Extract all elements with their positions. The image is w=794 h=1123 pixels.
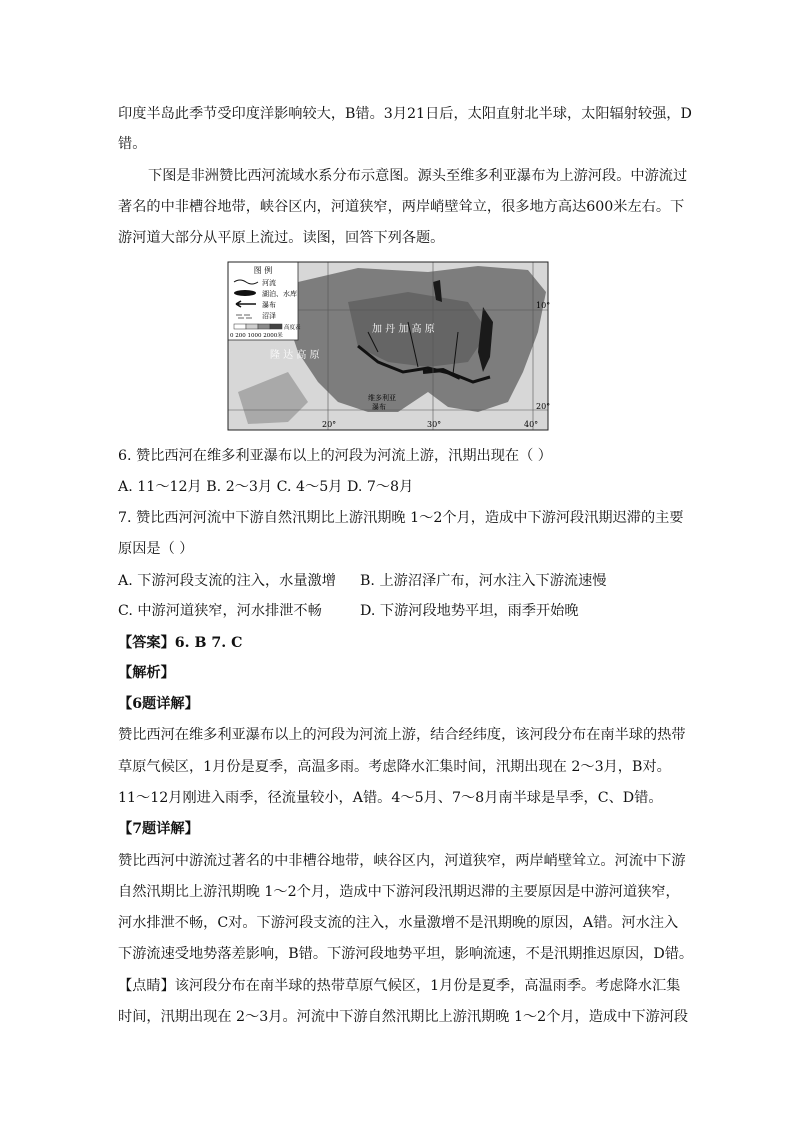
scale-swatch-2 <box>246 324 258 329</box>
note-line-1: 【点睛】该河段分布在南半球的热带草原气候区，1月份是夏季，高温雨季。考虑降水汇集 <box>118 978 681 994</box>
lat-20-label: 20° <box>536 402 551 411</box>
prev-paragraph-line-1: 印度半岛此季节受印度洋影响较大，B错。3月21日后，太阳直射北半球，太阳辐射较强，D <box>118 106 692 122</box>
legend-swamp-label: 沼泽 <box>262 312 276 320</box>
map-svg <box>228 262 551 430</box>
q7-option-a: A. 下游河段支流的注入，水量激增 <box>118 573 336 589</box>
scale-swatch-3 <box>258 324 270 329</box>
intro-line-2: 著名的中非槽谷地带，峡谷区内，河道狭窄，两岸峭壁耸立，很多地方高达600米左右。下 <box>118 199 685 215</box>
q7-stem-line-1: 7. 赞比西河河流中下游自然汛期比上游汛期晚 1～2个月，造成中下游河段汛期迟滞的主要 <box>118 510 684 526</box>
q6-detail-heading: 【6题详解】 <box>118 696 199 712</box>
q7-option-d: D. 下游河段地势平坦，雨季开始晚 <box>360 603 579 619</box>
lon-30-label: 30° <box>427 420 442 429</box>
q7-option-b: B. 上游沼泽广布，河水注入下游流速慢 <box>360 573 607 589</box>
lunda-plateau-label: 隆 达 高 原 <box>270 350 320 361</box>
analysis-heading: 【解析】 <box>118 665 175 681</box>
legend-waterfall-label: 瀑布 <box>262 301 276 309</box>
intro-line-3: 游河道大部分从平原上流过。读图，回答下列各题。 <box>118 230 445 246</box>
legend-lake-label: 湖泊、水库 <box>262 290 297 298</box>
lat-10-label: 10° <box>536 301 551 310</box>
scale-swatch-1 <box>234 324 246 329</box>
scale-swatch-4 <box>270 324 282 329</box>
q7-detail-heading: 【7题详解】 <box>118 821 199 837</box>
q6-detail-line-2: 草原气候区，1月份是夏季，高温多雨。考虑降水汇集时间，汛期出现在 2～3月，B对。 <box>118 759 671 775</box>
q7-detail-line-1: 赞比西河中游流过著名的中非槽谷地带，峡谷区内，河道狭窄，两岸峭壁耸立。河流中下游 <box>118 853 686 869</box>
q6-stem: 6. 赞比西河在维多利亚瀑布以上的河段为河流上游，汛期出现在（ ） <box>118 448 552 464</box>
q7-detail-line-4: 下游流速受地势落差影响，B错。下游河段地势平坦，影响流速，不是汛期推迟原因，D错。 <box>118 946 694 962</box>
victoria-falls-label-2: 瀑布 <box>372 403 386 411</box>
q6-options: A. 11～12月 B. 2～3月 C. 4～5月 D. 7～8月 <box>118 479 414 495</box>
q7-option-c: C. 中游河道狭窄，河水排泄不畅 <box>118 603 322 619</box>
scale-label: 高度表 <box>284 325 301 331</box>
legend-river-label: 河流 <box>262 279 276 287</box>
note-line-2: 时间，汛期出现在 2～3月。河流中下游自然汛期比上游汛期晚 1～2个月，造成中下游河段 <box>118 1009 689 1025</box>
q6-detail-line-3: 11～12月刚进入雨季，径流量较小，A错。4～5月、7～8月南半球是旱季，C、D错。 <box>118 790 663 806</box>
q6-detail-line-1: 赞比西河在维多利亚瀑布以上的河段为河流上游，结合经纬度，该河段分布在南半球的热带 <box>118 727 686 743</box>
intro-line-1: 下图是非洲赞比西河流域水系分布示意图。源头至维多利亚瀑布为上游河段。中游流过 <box>148 168 688 184</box>
scale-values: 0 200 1000 2000米 <box>230 333 283 339</box>
katanga-plateau-label: 加 丹 加 高 原 <box>372 324 435 335</box>
legend-lake-symbol <box>234 290 256 296</box>
q7-detail-line-2: 自然汛期比上游汛期晚 1～2个月，造成中下游河段汛期迟滞的主要原因是中游河道狭窄， <box>118 884 680 900</box>
answer-line: 【答案】6. B 7. C <box>118 635 243 651</box>
lon-40-label: 40° <box>524 420 539 429</box>
zambezi-basin-map <box>228 262 551 430</box>
prev-paragraph-line-2: 错。 <box>118 136 147 152</box>
q7-detail-line-3: 河水排泄不畅，C对。下游河段支流的注入，水量激增不是汛期晚的原因，A错。河水注入 <box>118 915 679 931</box>
lon-20-label: 20° <box>322 420 337 429</box>
victoria-falls-label-1: 维多利亚 <box>368 394 396 402</box>
legend-title: 图 例 <box>253 266 273 275</box>
q7-stem-line-2: 原因是（ ） <box>118 541 194 557</box>
